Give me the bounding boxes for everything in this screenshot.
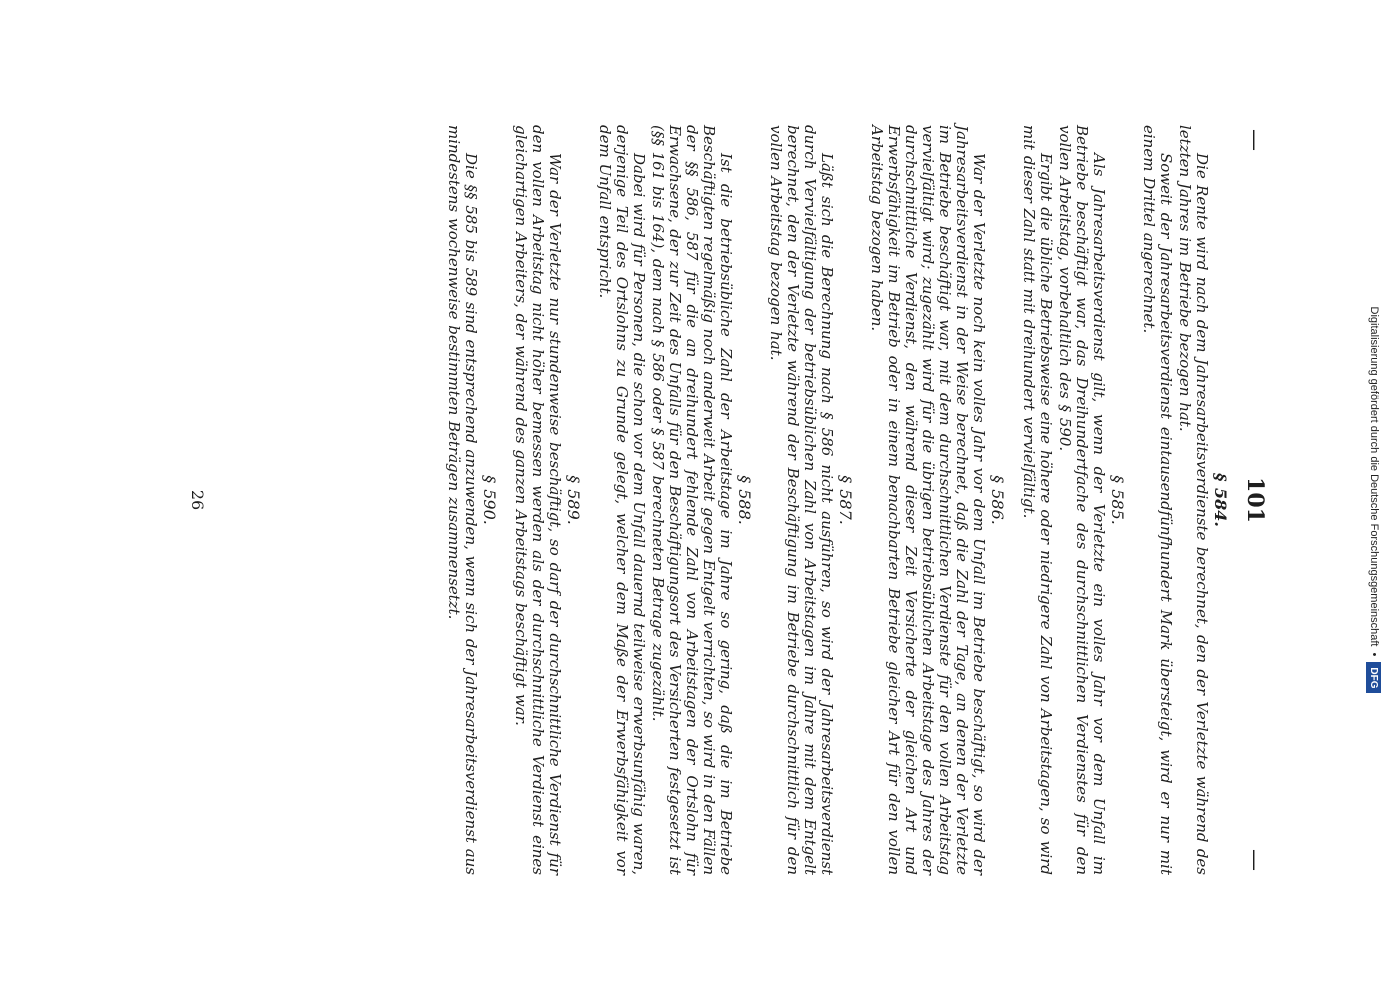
section-heading: § 590. bbox=[480, 475, 499, 525]
paragraph: Ergibt die übliche Betriebsweise eine höhere oder niedrigere Zahl von Arbeitstagen, so wird mit dieser Zahl statt mit dreihundert vervielfältigt. bbox=[1020, 125, 1055, 875]
section-589 bbox=[512, 125, 582, 875]
header-dash-left: — bbox=[1242, 129, 1268, 151]
paragraph: Die Rente wird nach dem Jahresarbeitsverdienste berechnet, den der Verletzte während des letzten Jahres im Betriebe bezogen hat. bbox=[1176, 125, 1211, 875]
section-heading: § 584. bbox=[1211, 473, 1230, 527]
paragraph: Läßt sich die Berechnung nach § 586 nicht ausführen, so wird der Jahresarbeitsverdienst durch Vervielfältigung der betriebsüblichen Zahl von Arbeitstagen im Jahre mit dem Entgelt berechnet, den der Verletzte während der Beschäftigung im Betriebe durchschnittlich für den vollen Arbeitstag bezogen hat. bbox=[767, 125, 836, 875]
signature-mark: 26 bbox=[188, 489, 207, 511]
paragraph: Soweit der Jahresarbeitsverdienst eintausendfünfhundert Mark übersteigt, wird er nur mit einem Drittel angerechnet. bbox=[1140, 125, 1175, 875]
section-heading: § 585. bbox=[1108, 475, 1127, 525]
legal-text bbox=[443, 125, 1229, 875]
dfg-logo-icon: DFG bbox=[1367, 662, 1382, 693]
section-587 bbox=[767, 125, 854, 875]
section-heading: § 588. bbox=[735, 475, 754, 525]
paragraph: Die §§ 585 bis 589 sind entsprechend anzuwenden, wenn sich der Jahresarbeitsverdienst aus mindestens wochenweise bestimmten Beträgen zusammensetzt. bbox=[445, 125, 480, 875]
page-number: 101 bbox=[1242, 477, 1268, 523]
section-heading: § 589. bbox=[564, 475, 583, 525]
book-page bbox=[165, 125, 1275, 875]
paragraph: War der Verletzte noch kein volles Jahr vor dem Unfall im Betriebe beschäftigt, so wird der Jahresarbeitsverdienst in der Weise berechnet, daß die Zahl der Tage, an denen der Verletzte im Betriebe beschäftigt war, mit dem durchschnittlichen Verdienste für den vollen Arbeitstag vervielfältigt wird; zugezählt wird für die übrigen betriebsüblichen Arbeitstage des Jahres der durchschnittliche Verdienst, den während dieser Zeit Versicherte der gleichen Art und Erwerbsfähigkeit im Betrieb oder in einem benachbarten Betriebe gleicher Art für den vollen Arbeitstag bezogen haben. bbox=[868, 125, 988, 875]
credit-separator: • bbox=[1368, 652, 1380, 657]
section-585 bbox=[1020, 125, 1126, 875]
credit-text: Digitalisierung gefördert durch die Deutsche Forschungsgemeinschaft bbox=[1368, 306, 1380, 647]
page-header bbox=[1235, 125, 1275, 875]
digitization-credit-bar bbox=[1363, 5, 1383, 995]
section-heading: § 587. bbox=[836, 475, 855, 525]
paragraph: War der Verletzte nur stundenweise beschäftigt, so darf der durchschnittliche Verdienst für den vollen Arbeitstag nicht höher bemessen werden als der durchschnittliche Verdienst eines gleichartigen Arbeiters, der während des ganzen Arbeitstags beschäftigt war. bbox=[512, 125, 564, 875]
paragraph: Als Jahresarbeitsverdienst gilt, wenn der Verletzte ein volles Jahr vor dem Unfall im Betriebe beschäftigt war, das Dreihundertfache des durchschnittlichen Verdienstes für den vollen Arbeitstag, vorbehaltlich des § 590. bbox=[1056, 125, 1108, 875]
section-586 bbox=[868, 125, 1006, 875]
paragraph: Dabei wird für Personen, die schon vor dem Unfall dauernd teilweise erwerbsunfähig waren, derjenige Teil des Ortslohns zu Grunde gelegt, welcher dem Maße der Erwerbsfähigkeit vor dem Unfall entspricht. bbox=[596, 125, 648, 875]
header-dash-right: — bbox=[1242, 849, 1268, 871]
section-588 bbox=[596, 125, 753, 875]
section-heading: § 586. bbox=[988, 475, 1007, 525]
section-584 bbox=[1140, 125, 1229, 875]
section-590 bbox=[445, 125, 498, 875]
paragraph: Ist die betriebsübliche Zahl der Arbeitstage im Jahre so gering, daß die im Betriebe Beschäftigten regelmäßig noch anderweit Arbeit gegen Entgelt verrichten, so wird in den Fällen der §§ 586, 587 für die an dreihundert fehlende Zahl von Arbeitstagen der Ortslohn für Erwachsene, der zur Zeit des Unfalls für den Beschäftigungsort des Versicherten festgesetzt ist (§§ 161 bis 164), dem nach § 586 oder § 587 berechneten Betrage zugezählt. bbox=[649, 125, 735, 875]
